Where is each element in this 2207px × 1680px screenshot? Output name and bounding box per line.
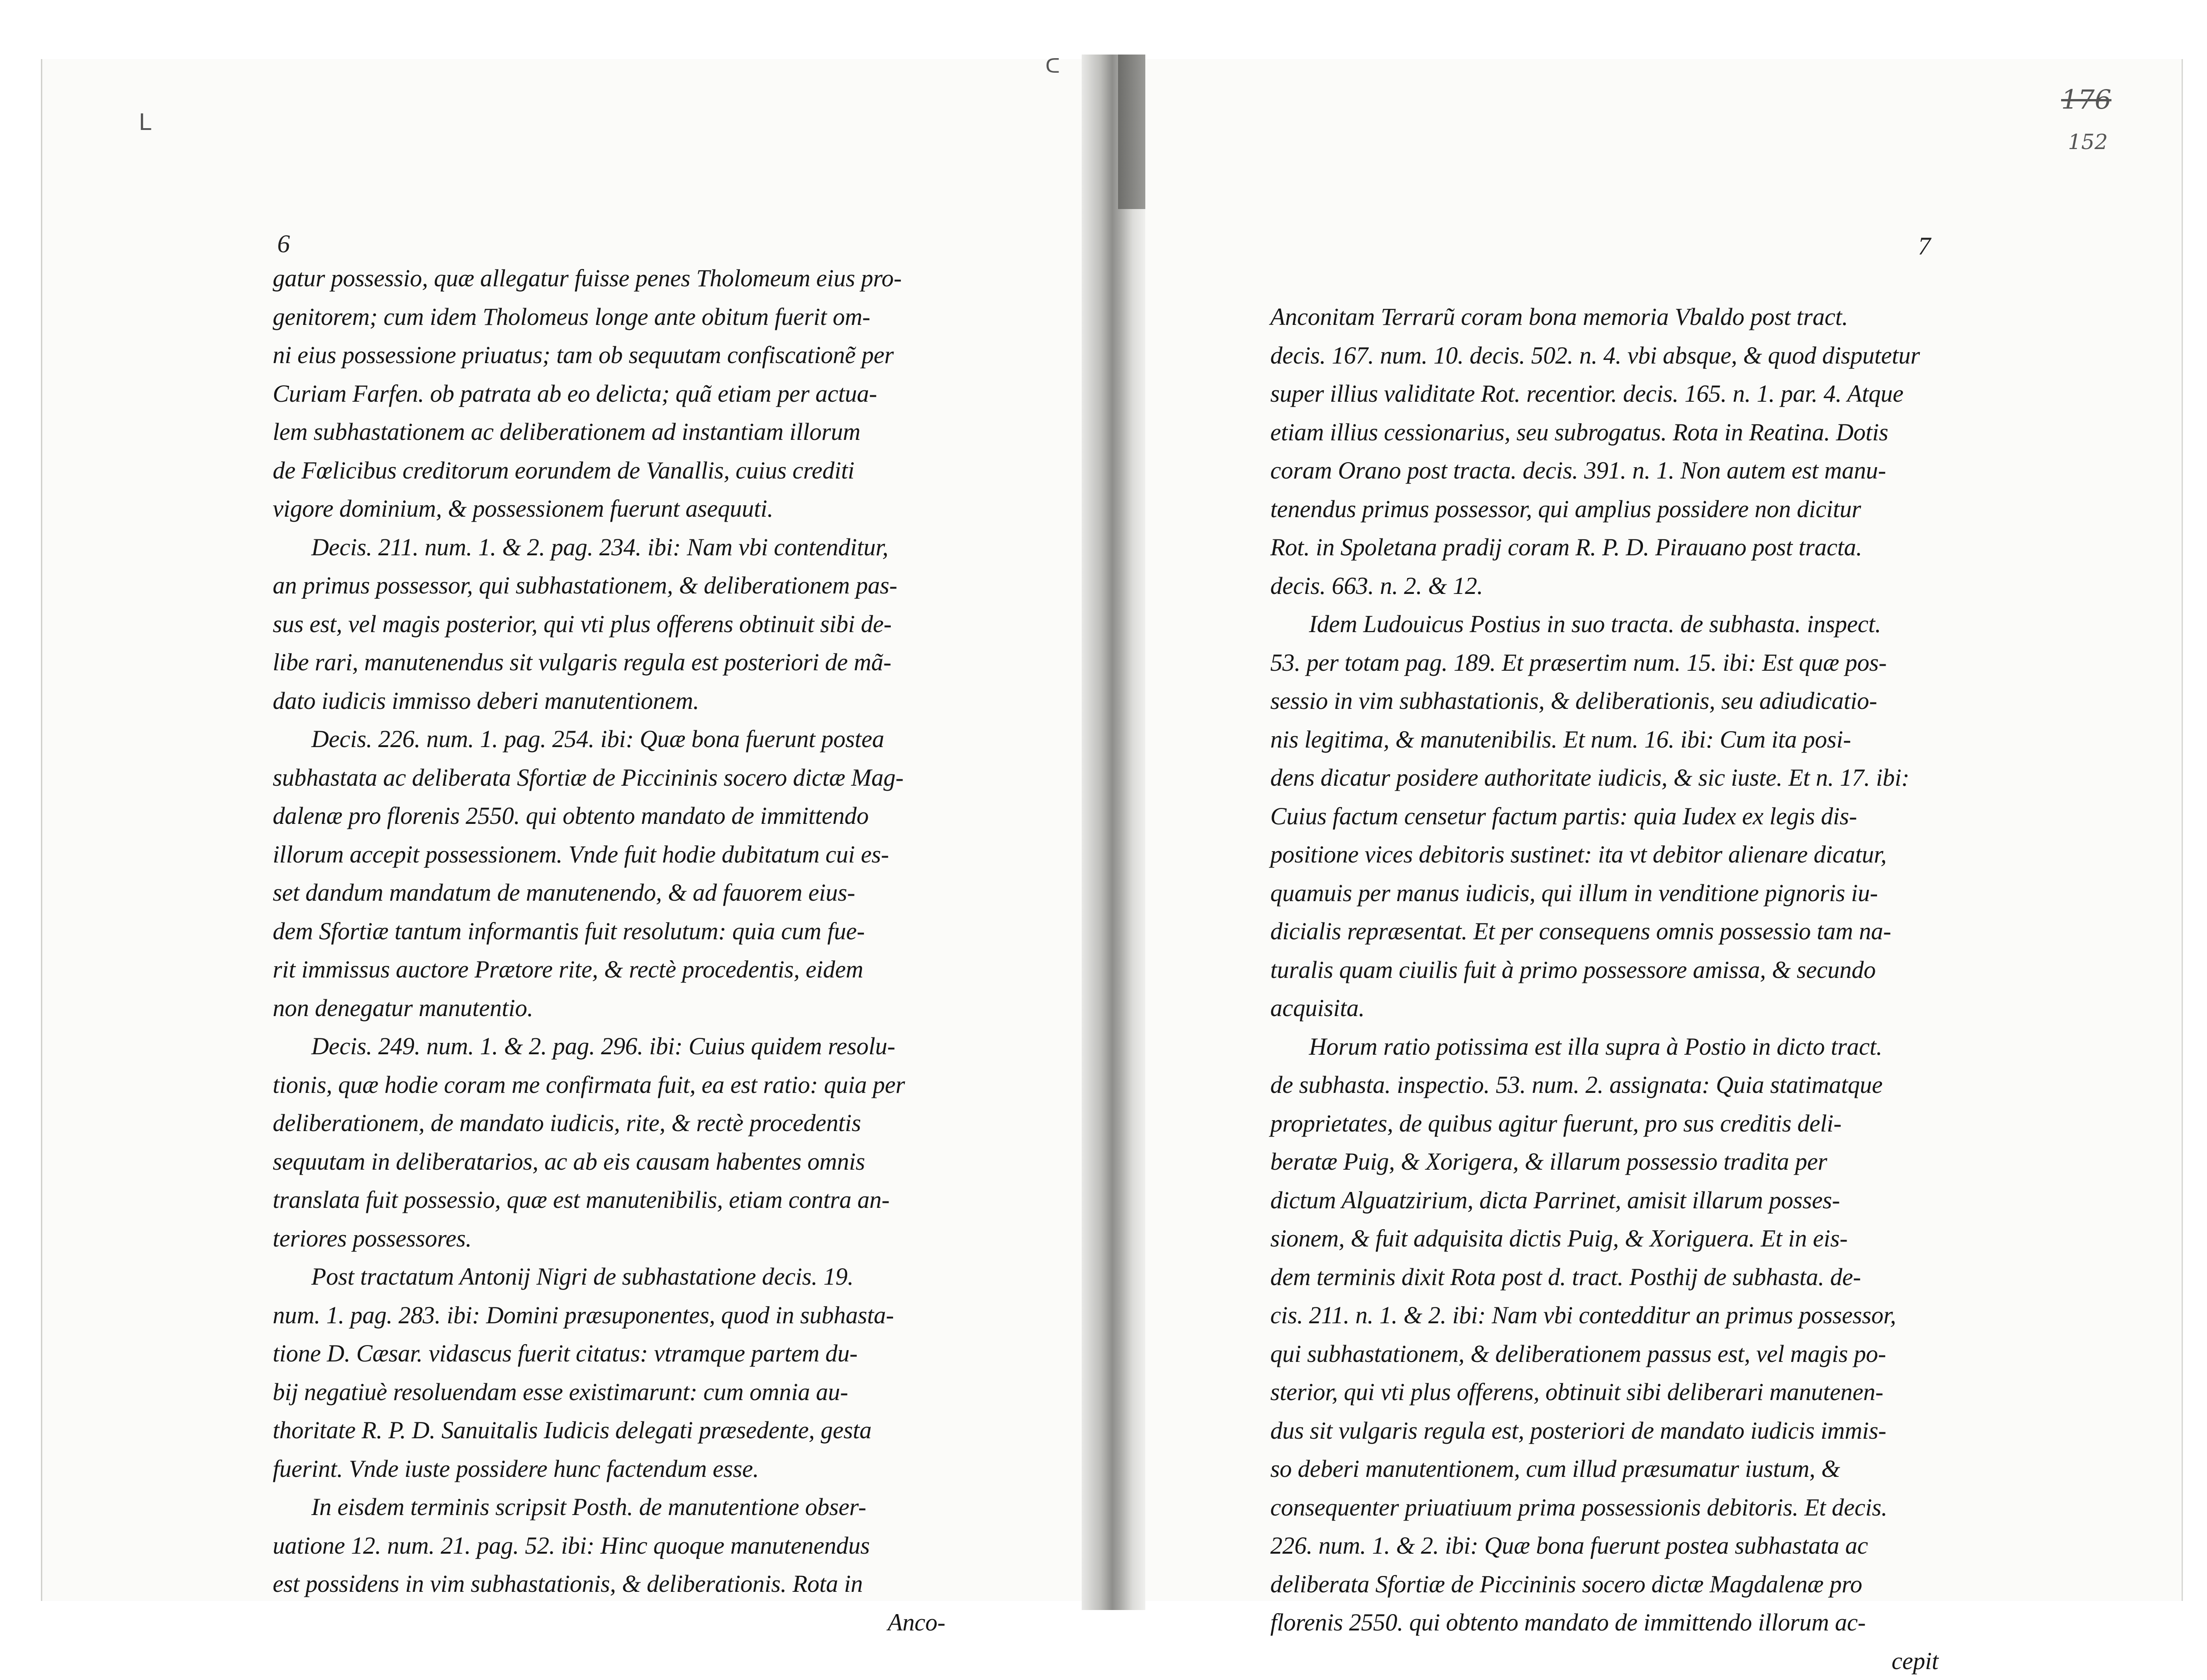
text-line: ni eius possessione priuatus; tam ob sequutam confiscationẽ per <box>273 336 945 374</box>
text-line: super illius validitate Rot. recentior. decis. 165. n. 1. par. 4. Atque <box>1270 374 1938 413</box>
text-line: illorum accepit possessionem. Vnde fuit hodie dubitatum cui es- <box>273 835 945 874</box>
text-line: In eisdem terminis scripsit Posth. de manutentione obser- <box>273 1488 945 1526</box>
text-line: positione vices debitoris sustinet: ita vt debitor alienare dicatur, <box>1270 835 1938 874</box>
left-page-number: 6 <box>277 229 290 259</box>
text-line: est possidens in vim subhastationis, & deliberationis. Rota in <box>273 1565 945 1603</box>
ink-mark: ᒪ <box>139 109 151 135</box>
text-line: sequutam in deliberatarios, ac ab eis causam habentes omnis <box>273 1142 945 1181</box>
text-line: libe rari, manutenendus sit vulgaris regula est posteriori de mã- <box>273 643 945 682</box>
text-line: sterior, qui vti plus offerens, obtinuit sibi deliberari manutenen- <box>1270 1373 1938 1411</box>
text-line: thoritate R. P. D. Sanuitalis Iudicis delegati præsedente, gesta <box>273 1411 945 1450</box>
text-line: 226. num. 1. & 2. ibi: Quæ bona fuerunt postea subhastata ac <box>1270 1526 1938 1565</box>
text-line: Curiam Farfen. ob patrata ab eo delicta; quã etiam per actua- <box>273 374 945 413</box>
text-line: an primus possessor, qui subhastationem, & deliberationem pas- <box>273 566 945 605</box>
text-line: beratæ Puig, & Xorigera, & illarum possessio tradita per <box>1270 1142 1938 1181</box>
text-line: consequenter priuatiuum prima possessionis debitoris. Et decis. <box>1270 1488 1938 1527</box>
text-line: nis legitima, & manutenibilis. Et num. 16. ibi: Cum ita posi- <box>1270 720 1938 759</box>
gutter-shadow <box>1118 55 1145 209</box>
text-line: Decis. 211. num. 1. & 2. pag. 234. ibi: Nam vbi contenditur, <box>273 528 945 567</box>
folio-number-old: 176 <box>2061 84 2112 115</box>
text-line: florenis 2550. qui obtento mandato de immittendo illorum ac- <box>1270 1603 1938 1642</box>
text-line: Anconitam Terrarũ coram bona memoria Vbaldo post tract. <box>1270 298 1938 336</box>
text-line: decis. 167. num. 10. decis. 502. n. 4. vbi absque, & quod disputetur <box>1270 336 1938 375</box>
text-line: quamuis per manus iudicis, qui illum in venditione pignoris iu- <box>1270 874 1938 912</box>
text-line: Cuius factum censetur factum partis: quia Iudex ex legis dis- <box>1270 797 1938 836</box>
text-line: Idem Ludouicus Postius in suo tracta. de subhasta. inspect. <box>1270 605 1938 643</box>
text-line: sus est, vel magis posterior, qui vti plus offerens obtinuit sibi de- <box>273 605 945 643</box>
ink-mark-top: ᑕ <box>1045 55 1060 78</box>
text-line: teriores possessores. <box>273 1219 945 1258</box>
text-line: Decis. 226. num. 1. pag. 254. ibi: Quæ bona fuerunt postea <box>273 720 945 758</box>
text-line: genitorem; cum idem Tholomeus longe ante obitum fuerit om- <box>273 298 945 336</box>
text-line: proprietates, de quibus agitur fuerunt, pro sus creditis deli- <box>1270 1104 1938 1143</box>
text-line: deliberata Sfortiæ de Piccininis socero dictæ Magdalenæ pro <box>1270 1565 1938 1604</box>
text-line: rit immissus auctore Prætore rite, & rectè procedentis, eidem <box>273 950 945 989</box>
book-gutter <box>1082 55 1145 1610</box>
text-line: de Fœlicibus creditorum eorundem de Vanallis, cuius crediti <box>273 451 945 490</box>
text-line: lem subhastationem ac deliberationem ad instantiam illorum <box>273 413 945 451</box>
folio-number-new: 152 <box>2068 130 2108 154</box>
text-line: dalenæ pro florenis 2550. qui obtento mandato de immittendo <box>273 797 945 835</box>
text-line: fuerint. Vnde iuste possidere hunc factendum esse. <box>273 1450 945 1488</box>
text-line: dictum Alguatzirium, dicta Parrinet, amisit illarum posses- <box>1270 1181 1938 1220</box>
text-line: dicialis repræsentat. Et per consequens omnis possessio tam na- <box>1270 912 1938 951</box>
text-line: translata fuit possessio, quæ est manutenibilis, etiam contra an- <box>273 1181 945 1219</box>
text-line: dens dicatur posidere authoritate iudicis, & sic iuste. Et n. 17. ibi: <box>1270 758 1938 797</box>
text-line: num. 1. pag. 283. ibi: Domini præsuponentes, quod in subhasta- <box>273 1296 945 1335</box>
text-line: subhastata ac deliberata Sfortiæ de Piccininis socero dictæ Mag- <box>273 758 945 797</box>
text-line: cis. 211. n. 1. & 2. ibi: Nam vbi contedditur an primus possessor, <box>1270 1296 1938 1335</box>
text-line: set dandum mandatum de manutenendo, & ad fauorem eius- <box>273 873 945 912</box>
text-line: Decis. 249. num. 1. & 2. pag. 296. ibi: Cuius quidem resolu- <box>273 1027 945 1066</box>
text-line: tenendus primus possessor, qui amplius possidere non dicitur <box>1270 490 1938 528</box>
left-page-text <box>273 259 945 1641</box>
text-line: dem terminis dixit Rota post d. tract. Posthij de subhasta. de- <box>1270 1258 1938 1296</box>
text-line: sionem, & fuit adquisita dictis Puig, & Xoriguera. Et in eis- <box>1270 1219 1938 1258</box>
catchword: cepit <box>1270 1642 1938 1680</box>
text-line: dato iudicis immisso deberi manutentionem. <box>273 682 945 720</box>
text-line: de subhasta. inspectio. 53. num. 2. assignata: Quia statimatque <box>1270 1066 1938 1104</box>
text-line: tione D. Cæsar. vidascus fuerit citatus: vtramque partem du- <box>273 1334 945 1373</box>
text-line: dus sit vulgaris regula est, posteriori de mandato iudicis immis- <box>1270 1411 1938 1450</box>
text-line: non denegatur manutentio. <box>273 989 945 1027</box>
text-line: deliberationem, de mandato iudicis, rite, & rectè procedentis <box>273 1104 945 1142</box>
text-line: vigore dominium, & possessionem fuerunt asequuti. <box>273 489 945 528</box>
text-line: etiam illius cessionarius, seu subrogatus. Rota in Reatina. Dotis <box>1270 413 1938 452</box>
text-line: gatur possessio, quæ allegatur fuisse penes Tholomeum eius pro- <box>273 259 945 298</box>
text-line: bij negatiuè resoluendam esse existimarunt: cum omnia au- <box>273 1373 945 1411</box>
text-line: decis. 663. n. 2. & 12. <box>1270 567 1938 605</box>
text-line: sessio in vim subhastationis, & deliberationis, seu adiudicatio- <box>1270 682 1938 720</box>
text-line: acquisita. <box>1270 989 1938 1027</box>
text-line: so deberi manutentionem, cum illud præsumatur iustum, & <box>1270 1450 1938 1488</box>
text-line: Post tractatum Antonij Nigri de subhastatione decis. 19. <box>273 1257 945 1296</box>
text-line: qui subhastationem, & deliberationem passus est, vel magis po- <box>1270 1335 1938 1373</box>
right-page-number: 7 <box>1918 232 1931 261</box>
text-line: coram Orano post tracta. decis. 391. n. 1. Non autem est manu- <box>1270 451 1938 490</box>
text-line: tionis, quæ hodie coram me confirmata fuit, ea est ratio: quia per <box>273 1066 945 1104</box>
text-line: uatione 12. num. 21. pag. 52. ibi: Hinc quoque manutenendus <box>273 1526 945 1565</box>
text-line: Rot. in Spoletana pradij coram R. P. D. Pirauano post tracta. <box>1270 528 1938 567</box>
text-line: Horum ratio potissima est illa supra à Postio in dicto tract. <box>1270 1027 1938 1066</box>
right-page-text <box>1270 298 1938 1680</box>
text-line: turalis quam ciuilis fuit à primo possessore amissa, & secundo <box>1270 951 1938 989</box>
text-line: dem Sfortiæ tantum informantis fuit resolutum: quia cum fue- <box>273 912 945 951</box>
text-line: 53. per totam pag. 189. Et præsertim num. 15. ibi: Est quæ pos- <box>1270 643 1938 682</box>
catchword: Anco- <box>273 1603 945 1642</box>
